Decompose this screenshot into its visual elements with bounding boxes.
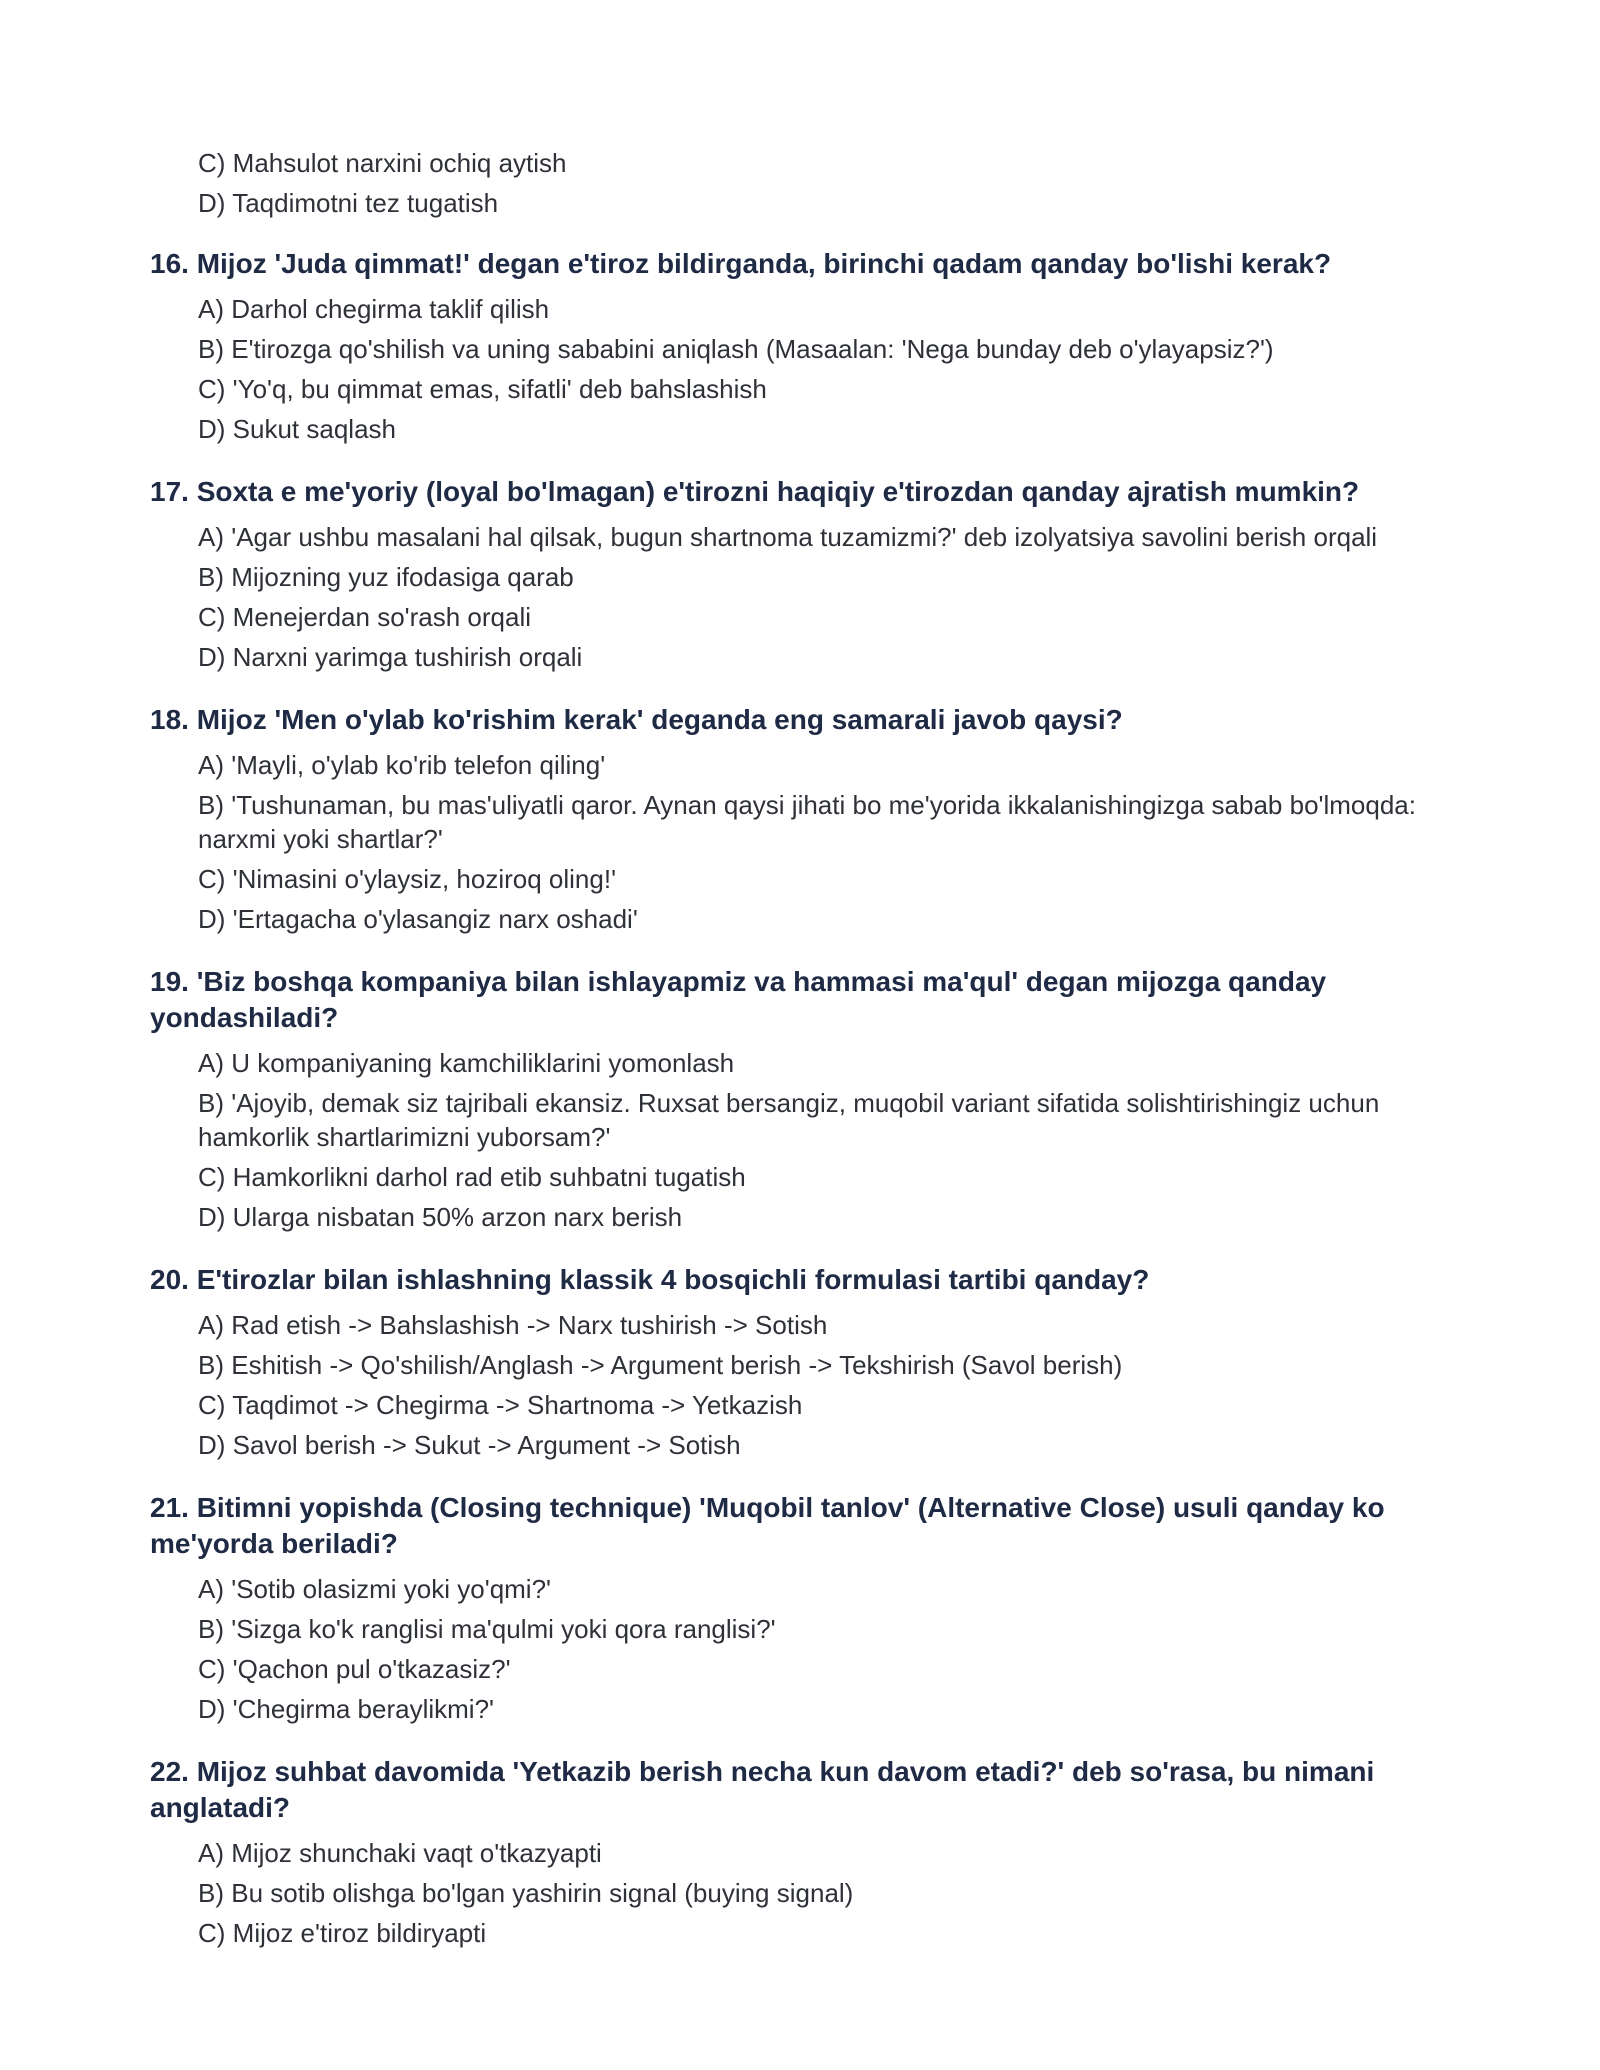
option-item: A) 'Agar ushbu masalani hal qilsak, bugun shartnoma tuzamizmi?' deb izolyatsiya savolini berish orqali: [198, 522, 1378, 552]
question-20: [150, 1262, 1450, 1462]
option-item: D) 'Ertagacha o'ylasangiz narx oshadi': [198, 904, 638, 934]
option-item: D) 'Chegirma beraylikmi?': [198, 1694, 495, 1724]
option-item: A) 'Sotib olasizmi yoki yo'qmi?': [198, 1574, 552, 1604]
question-18: [150, 702, 1450, 936]
option-item: B) 'Tushunaman, bu mas'uliyatli qaror. Aynan qaysi jihati bo me'yorida ikkalanishingizga sabab bo'lmoqda: narxmi yoki shartlar?': [198, 790, 1416, 854]
option-item: C) 'Yo'q, bu qimmat emas, sifatli' deb bahslashish: [198, 374, 767, 404]
question-title: 16. Mijoz 'Juda qimmat!' degan e'tiroz bildirganda, birinchi qadam qanday bo'lishi kerak?: [150, 248, 1332, 279]
question-title: 22. Mijoz suhbat davomida 'Yetkazib berish necha kun davom etadi?' deb so'rasa, bu nimani anglatadi?: [150, 1756, 1375, 1823]
question-16: [150, 246, 1450, 446]
option-item: C) Hamkorlikni darhol rad etib suhbatni tugatish: [198, 1162, 746, 1192]
question-list: [150, 146, 1450, 1978]
option-item: C) 'Nimasini o'ylaysiz, hoziroq oling!': [198, 864, 617, 894]
option-item: B) 'Ajoyib, demak siz tajribali ekansiz. Ruxsat bersangiz, muqobil variant sifatida solishtirishingiz uchun hamkorlik shartlarimizni yuborsam?': [198, 1088, 1380, 1152]
option-item: B) Eshitish -> Qo'shilish/Anglash -> Argument berish -> Tekshirish (Savol berish): [198, 1350, 1123, 1380]
option-item: A) U kompaniyaning kamchiliklarini yomonlash: [198, 1048, 735, 1078]
question-19: [150, 964, 1450, 1234]
question-title: 17. Soxta e me'yoriy (loyal bo'lmagan) e'tirozni haqiqiy e'tirozdan qanday ajratish mumkin?: [150, 476, 1360, 507]
option-item: D) Sukut saqlash: [198, 414, 396, 444]
previous-question-options: [150, 146, 1450, 220]
option-item: D) Savol berish -> Sukut -> Argument -> Sotish: [198, 1430, 741, 1460]
option-item: A) 'Mayli, o'ylab ko'rib telefon qiling': [198, 750, 606, 780]
question-22: [150, 1754, 1450, 1950]
question-17: [150, 474, 1450, 674]
option-item: B) Mijozning yuz ifodasiga qarab: [198, 562, 574, 592]
option-item: A) Mijoz shunchaki vaqt o'tkazyapti: [198, 1838, 602, 1868]
option-item: C) 'Qachon pul o'tkazasiz?': [198, 1654, 511, 1684]
question-title: 21. Bitimni yopishda (Closing technique) 'Muqobil tanlov' (Alternative Close) usuli qanday ko me'yorda beriladi?: [150, 1492, 1385, 1559]
question-title: 19. 'Biz boshqa kompaniya bilan ishlayapmiz va hammasi ma'qul' degan mijozga qanday yondashiladi?: [150, 966, 1327, 1033]
option-item: C) Mijoz e'tiroz bildiryapti: [198, 1918, 487, 1948]
option-item: D) Narxni yarimga tushirish orqali: [198, 642, 583, 672]
question-title: 20. E'tirozlar bilan ishlashning klassik 4 bosqichli formulasi tartibi qanday?: [150, 1264, 1150, 1295]
option-item: A) Rad etish -> Bahslashish -> Narx tushirish -> Sotish: [198, 1310, 828, 1340]
option-item: A) Darhol chegirma taklif qilish: [198, 294, 550, 324]
option-item: B) E'tirozga qo'shilish va uning sababini aniqlash (Masaalan: 'Nega bunday deb o'ylayapsiz?'): [198, 334, 1274, 364]
question-title: 18. Mijoz 'Men o'ylab ko'rishim kerak' deganda eng samarali javob qaysi?: [150, 704, 1123, 735]
option-item: C) Mahsulot narxini ochiq aytish: [198, 148, 567, 178]
option-item: C) Taqdimot -> Chegirma -> Shartnoma -> Yetkazish: [198, 1390, 803, 1420]
option-item: D) Ularga nisbatan 50% arzon narx berish: [198, 1202, 683, 1232]
option-item: C) Menejerdan so'rash orqali: [198, 602, 532, 632]
question-21: [150, 1490, 1450, 1726]
option-item: D) Taqdimotni tez tugatish: [198, 188, 499, 218]
option-item: B) Bu sotib olishga bo'lgan yashirin signal (buying signal): [198, 1878, 854, 1908]
option-item: B) 'Sizga ko'k ranglisi ma'qulmi yoki qora ranglisi?': [198, 1614, 776, 1644]
